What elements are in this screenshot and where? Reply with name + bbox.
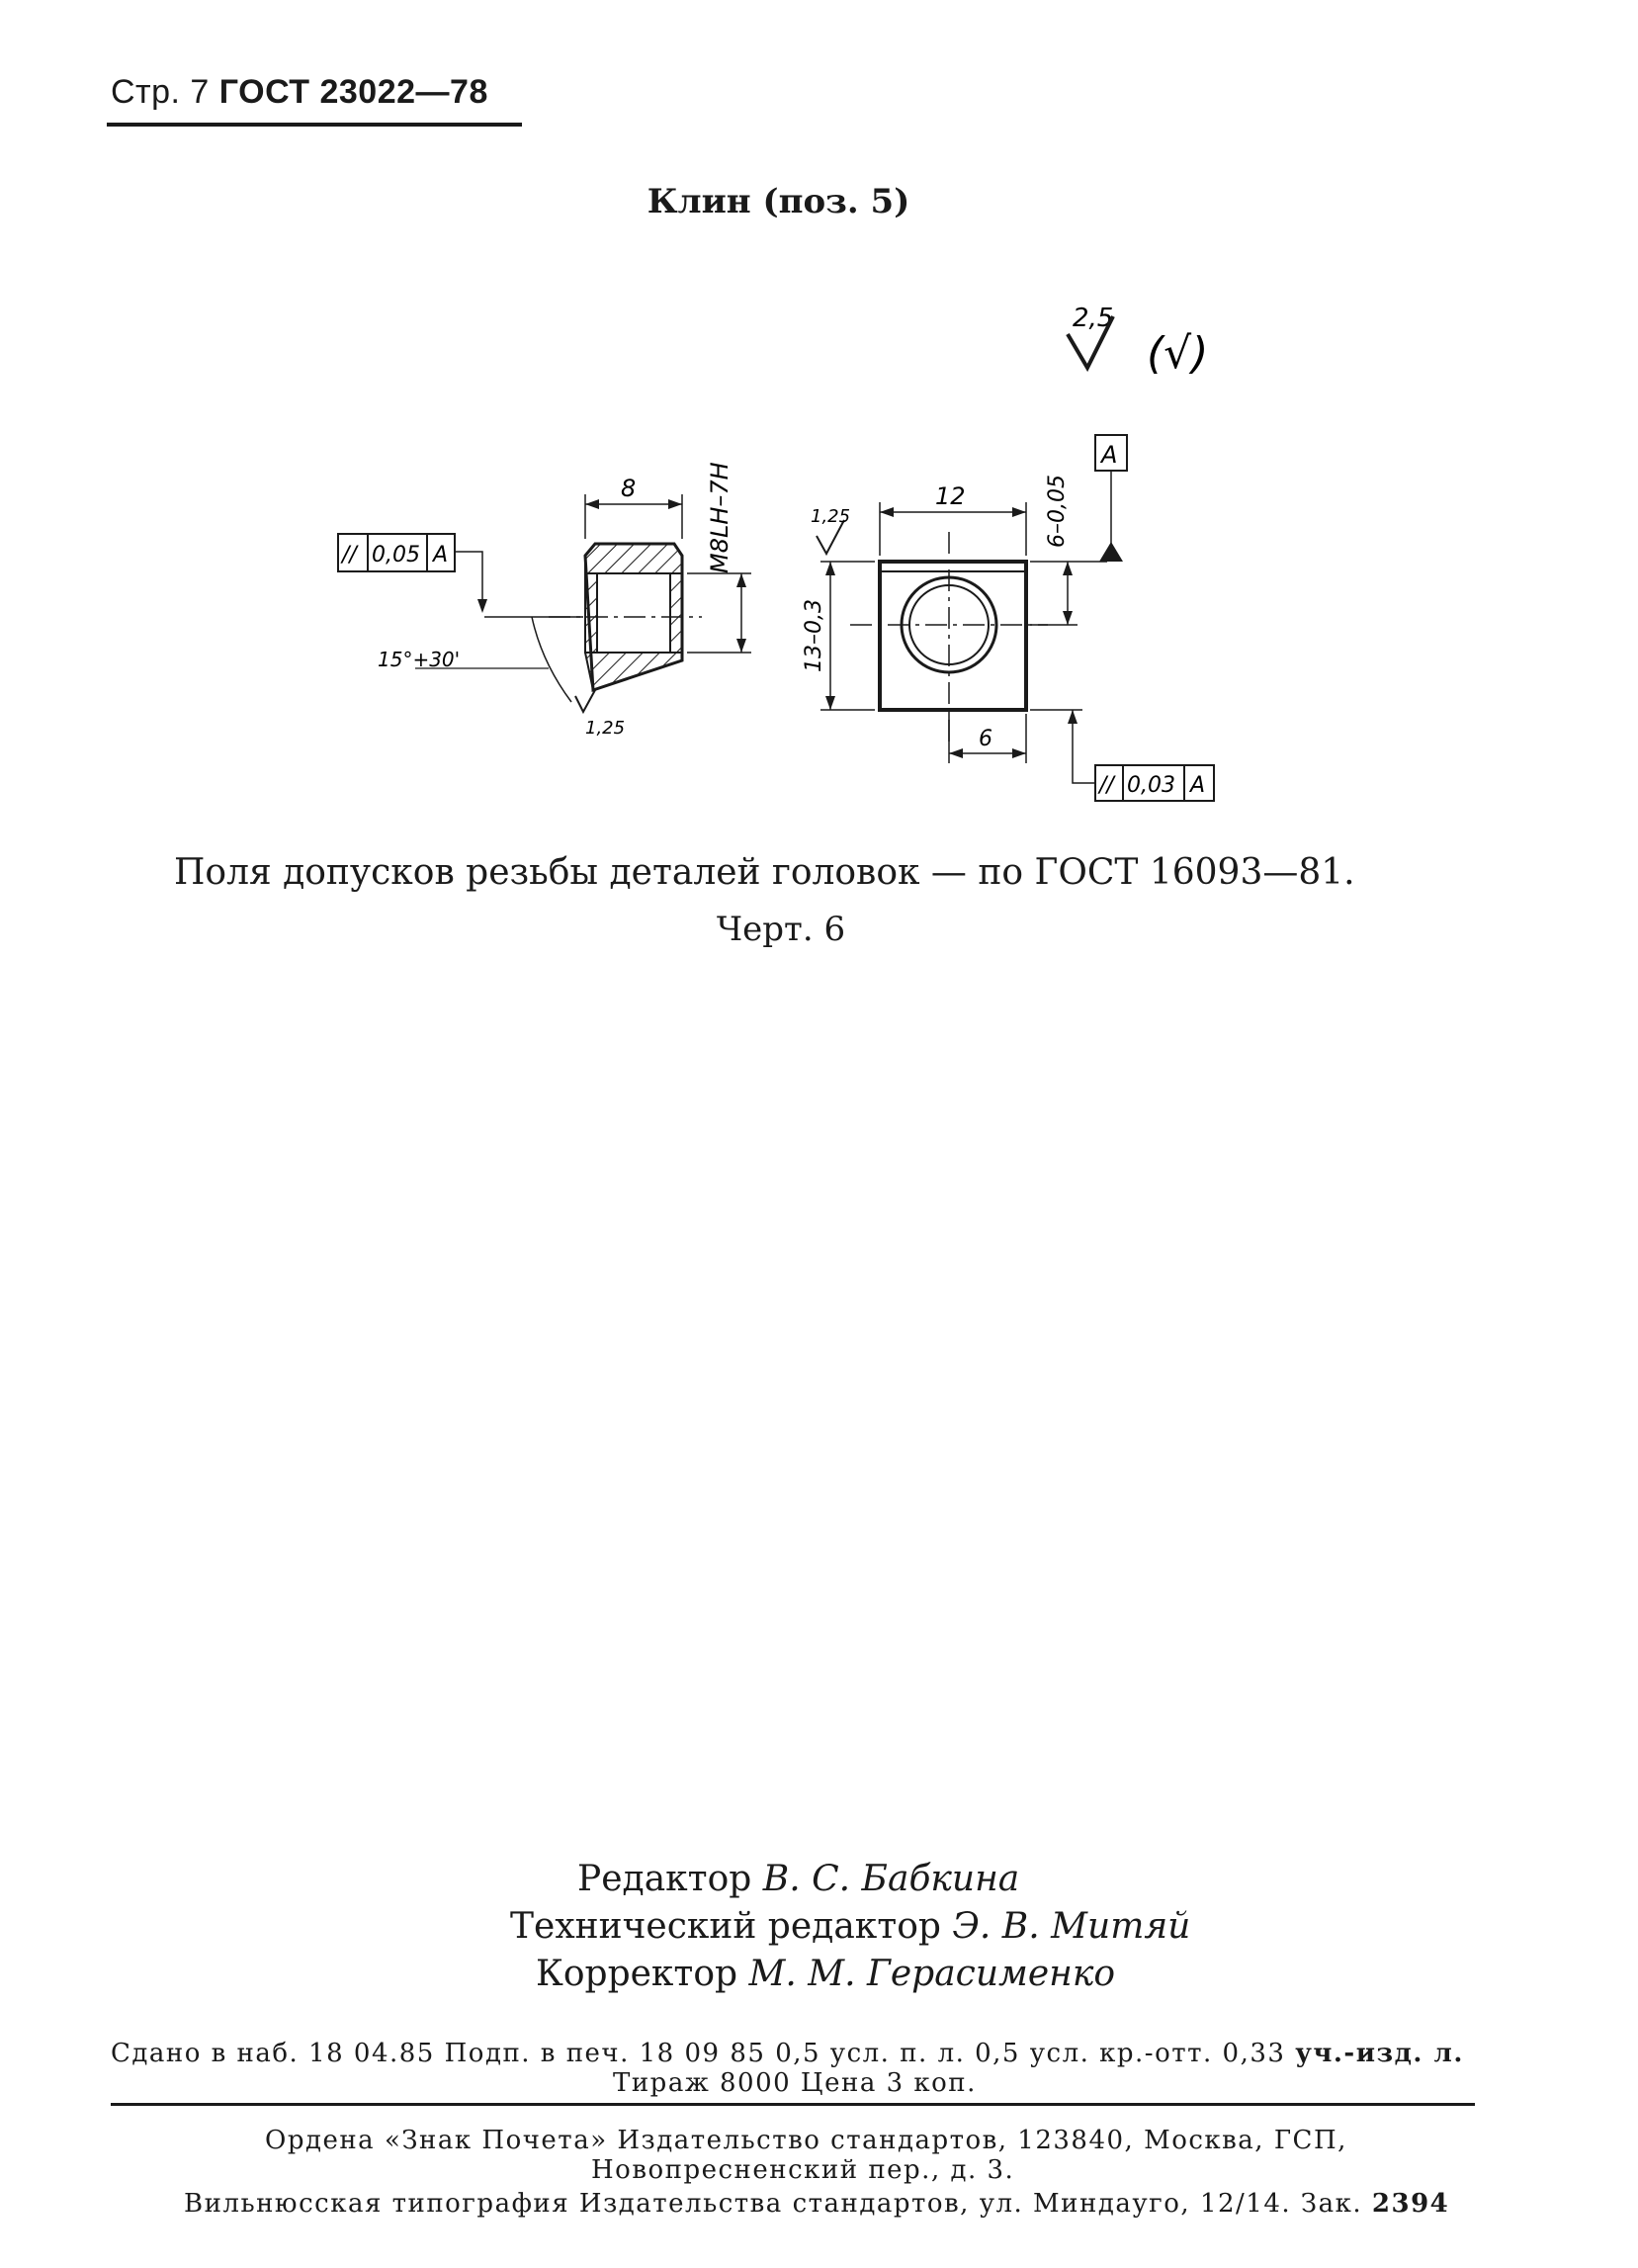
left-frame-symbol: // — [342, 543, 357, 567]
page-header — [111, 73, 488, 112]
left-frame-value: 0,05 — [372, 543, 420, 567]
imprint-printer: Вильнюсская типография Издательства стандартов, ул. Миндауго, 12/14. Зак. — [184, 2189, 1363, 2219]
editor-line — [577, 1859, 1019, 1899]
imprint-line-4: Новопресненский пер., д. 3. — [591, 2155, 1015, 2185]
left-roughness: 1,25 — [585, 718, 626, 739]
right-view — [802, 435, 1214, 801]
right-frame-datum: A — [1190, 773, 1206, 798]
editor-name: В. С. Бабкина — [762, 1859, 1020, 1899]
thread-spec: М8LН–7Н — [706, 462, 733, 573]
right-offset-dim: 6–0,05 — [1045, 475, 1070, 548]
left-view — [338, 462, 751, 739]
left-width-dim: 8 — [621, 475, 637, 502]
roughness-general-value: 2,5 — [1073, 304, 1114, 333]
left-tolerance-frame — [338, 534, 487, 613]
tolerance-note: Поля допусков резьбы деталей головок — по ГОСТ 16093—81. — [174, 852, 1355, 893]
tech-editor-label: Технический редактор — [510, 1906, 941, 1947]
angle-value: 15°+30' — [378, 648, 461, 671]
imprint-line-3: Ордена «Знак Почета» Издательство стандартов, 123840, Москва, ГСП, — [265, 2126, 1347, 2155]
page-label: Стр. 7 — [111, 73, 210, 111]
figure-label: Черт. 6 — [716, 910, 846, 949]
right-frame-symbol: // — [1099, 773, 1114, 798]
imprint-units: уч.-изд. л. — [1295, 2039, 1464, 2068]
corrector-name: М. М. Герасименко — [748, 1954, 1116, 1994]
technical-drawing — [297, 277, 1265, 811]
left-frame-datum: A — [433, 543, 449, 567]
imprint-order-number: 2394 — [1371, 2189, 1450, 2219]
imprint-line-5 — [184, 2189, 1449, 2219]
right-frame-value: 0,03 — [1127, 773, 1175, 798]
imprint-dates: Сдано в наб. 18 04.85 Подп. в печ. 18 09 85 0,5 усл. п. л. 0,5 усл. кр.-отт. 0,33 — [111, 2039, 1286, 2068]
imprint-rule — [111, 2103, 1475, 2106]
corrector-line — [536, 1954, 1115, 1994]
tech-editor-line — [510, 1906, 1190, 1947]
imprint-line-2: Тираж 8000 Цена 3 коп. — [613, 2068, 977, 2098]
right-tolerance-frame — [1030, 710, 1214, 801]
imprint-line-1 — [111, 2039, 1464, 2068]
right-roughness: 1,25 — [811, 506, 851, 527]
right-height-dim: 13–0,3 — [802, 599, 826, 672]
roughness-general — [1068, 304, 1208, 379]
header-rule — [107, 123, 522, 127]
corrector-label: Корректор — [536, 1954, 738, 1994]
editor-label: Редактор — [577, 1859, 752, 1899]
page-title: Клин (поз. 5) — [647, 182, 910, 221]
right-width-dim: 12 — [935, 482, 966, 510]
standard-number: ГОСТ 23022—78 — [218, 73, 488, 111]
right-bottom-dim: 6 — [979, 727, 992, 751]
roughness-bracket: (√) — [1147, 328, 1209, 379]
tech-editor-name: Э. В. Митяй — [952, 1906, 1191, 1947]
datum-label: A — [1101, 441, 1118, 469]
